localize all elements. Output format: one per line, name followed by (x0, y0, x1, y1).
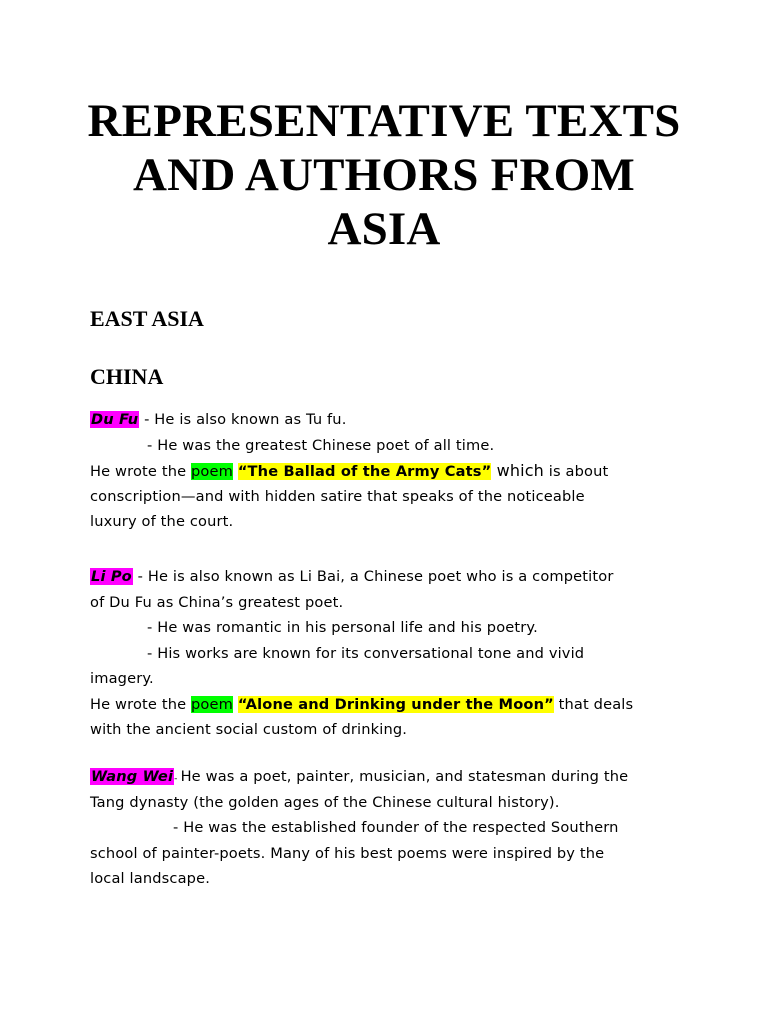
poem-title-du-fu: “The Ballad of the Army Cats” (237, 463, 492, 480)
author-name-du-fu: Du Fu (91, 411, 139, 428)
du-fu-which: which (491, 461, 544, 480)
poem-word-highlight: poem (191, 463, 234, 480)
wang-wei-section (90, 764, 690, 892)
li-po-line-3: - He was romantic in his personal life and his poetry. (147, 619, 538, 636)
li-po-line-5: imagery. (90, 670, 154, 687)
li-po-after-title: that deals (553, 695, 634, 713)
title-line-3: ASIA (327, 203, 441, 255)
wang-wei-text-1: He was a poet, painter, musician, and statesman during the (180, 768, 629, 785)
li-po-wrote-prefix: He wrote the (90, 695, 192, 713)
author-name-li-po: Li Po (91, 568, 132, 585)
li-po-line-6 (90, 692, 690, 718)
wang-wei-line-2: Tang dynasty (the golden ages of the Chinese cultural history). (90, 793, 560, 811)
wang-wei-line-4: school of painter-poets. Many of his best poems were inspired by the (90, 844, 605, 862)
title-line-1: REPRESENTATIVE TEXTS (87, 95, 681, 147)
li-po-line-1 (90, 564, 690, 590)
wang-wei-line-3: - He was the established founder of the respected Southern (173, 819, 619, 836)
du-fu-line-3 (90, 458, 690, 484)
du-fu-line-1 (90, 407, 690, 433)
du-fu-line-5: luxury of the court. (90, 513, 234, 530)
poem-word-highlight: poem (191, 695, 234, 713)
country-heading: CHINA (90, 364, 164, 389)
region-heading: EAST ASIA (90, 306, 204, 331)
du-fu-line-4: conscription—and with hidden satire that speaks of the noticeable (90, 487, 585, 505)
li-po-line-2: of Du Fu as China’s greatest poet. (90, 593, 344, 611)
wang-wei-line-5: local landscape. (90, 870, 211, 887)
du-fu-text-1: - He is also known as Tu fu. (139, 411, 347, 428)
du-fu-after-title: is about (543, 463, 609, 480)
du-fu-section (90, 407, 690, 535)
poem-title-li-po: “Alone and Drinking under the Moon” (237, 695, 554, 713)
li-po-text-1: - He is also known as Li Bai, a Chinese poet who is a competitor (132, 568, 614, 585)
wang-wei-dash: - (174, 774, 181, 784)
du-fu-wrote-prefix: He wrote the (90, 463, 192, 480)
page-title (0, 94, 768, 256)
li-po-line-4: - His works are known for its conversational tone and vivid (147, 644, 585, 662)
title-line-2: AND AUTHORS FROM (133, 149, 635, 201)
author-name-wang-wei: Wang Wei (91, 768, 174, 785)
li-po-section (90, 564, 690, 743)
wang-wei-line-1 (90, 764, 690, 790)
du-fu-line-2: - He was the greatest Chinese poet of all time. (147, 436, 495, 454)
li-po-line-7: with the ancient social custom of drinking. (90, 721, 408, 738)
